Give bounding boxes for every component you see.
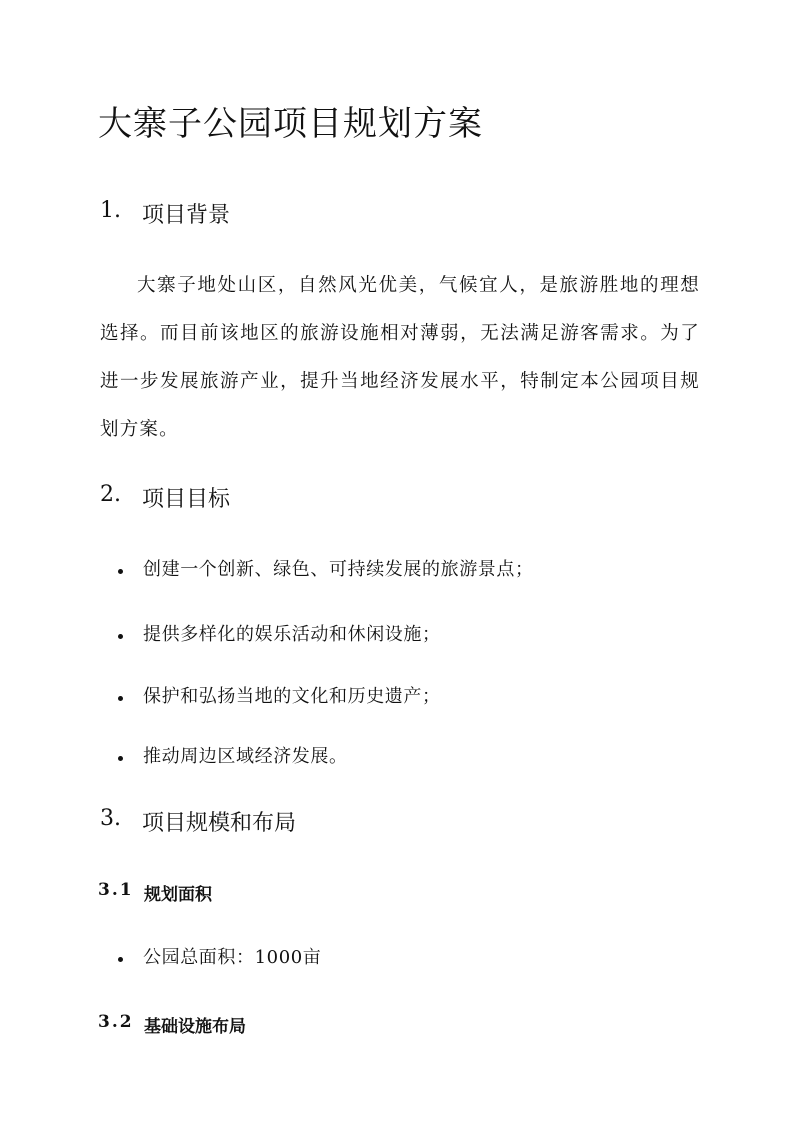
bullet-icon xyxy=(118,569,123,574)
list-item-text: 提供多样化的娱乐活动和休闲设施； xyxy=(143,624,441,645)
list-item xyxy=(118,943,321,969)
bullet-icon xyxy=(118,957,123,962)
list-item-text: 保护和弘扬当地的文化和历史遗产； xyxy=(143,686,441,707)
section-number: 3. xyxy=(100,806,121,831)
section-number: 2. xyxy=(100,482,121,507)
list-item-text: 推动周边区域经济发展。 xyxy=(143,746,348,767)
list-item xyxy=(118,555,534,581)
section-title: 项目目标 xyxy=(142,487,231,512)
list-item xyxy=(118,742,348,768)
list-item-text: 公园总面积：1000亩 xyxy=(143,947,322,968)
subsection-number: 3.2 xyxy=(98,1012,134,1032)
subsection-title: 规划面积 xyxy=(144,885,212,905)
background-paragraph: 大寨子地处山区，自然风光优美，气候宜人，是旅游胜地的理想选择。而目前该地区的旅游设施相对薄弱，无法满足游客需求。为了进一步发展旅游产业，提升当地经济发展水平，特制定本公园项目规划方案。 xyxy=(100,275,700,440)
bullet-icon xyxy=(118,756,123,761)
section-heading-goals xyxy=(100,482,230,513)
section-heading-background xyxy=(100,198,230,229)
list-item xyxy=(118,620,441,646)
list-item-text: 创建一个创新、绿色、可持续发展的旅游景点； xyxy=(143,559,534,580)
bullet-icon xyxy=(118,634,123,639)
subsection-title: 基础设施布局 xyxy=(144,1017,246,1037)
list-item xyxy=(118,682,441,708)
subsection-heading-planned-area xyxy=(98,880,212,905)
subsection-number: 3.1 xyxy=(98,880,134,900)
document-title: 大寨子公园项目规划方案 xyxy=(98,104,483,144)
section-title: 项目背景 xyxy=(142,203,231,228)
section-heading-scale-layout xyxy=(100,806,296,837)
bullet-icon xyxy=(118,696,123,701)
section-number: 1. xyxy=(100,198,121,223)
subsection-heading-infrastructure xyxy=(98,1012,246,1037)
section-title: 项目规模和布局 xyxy=(142,811,297,836)
